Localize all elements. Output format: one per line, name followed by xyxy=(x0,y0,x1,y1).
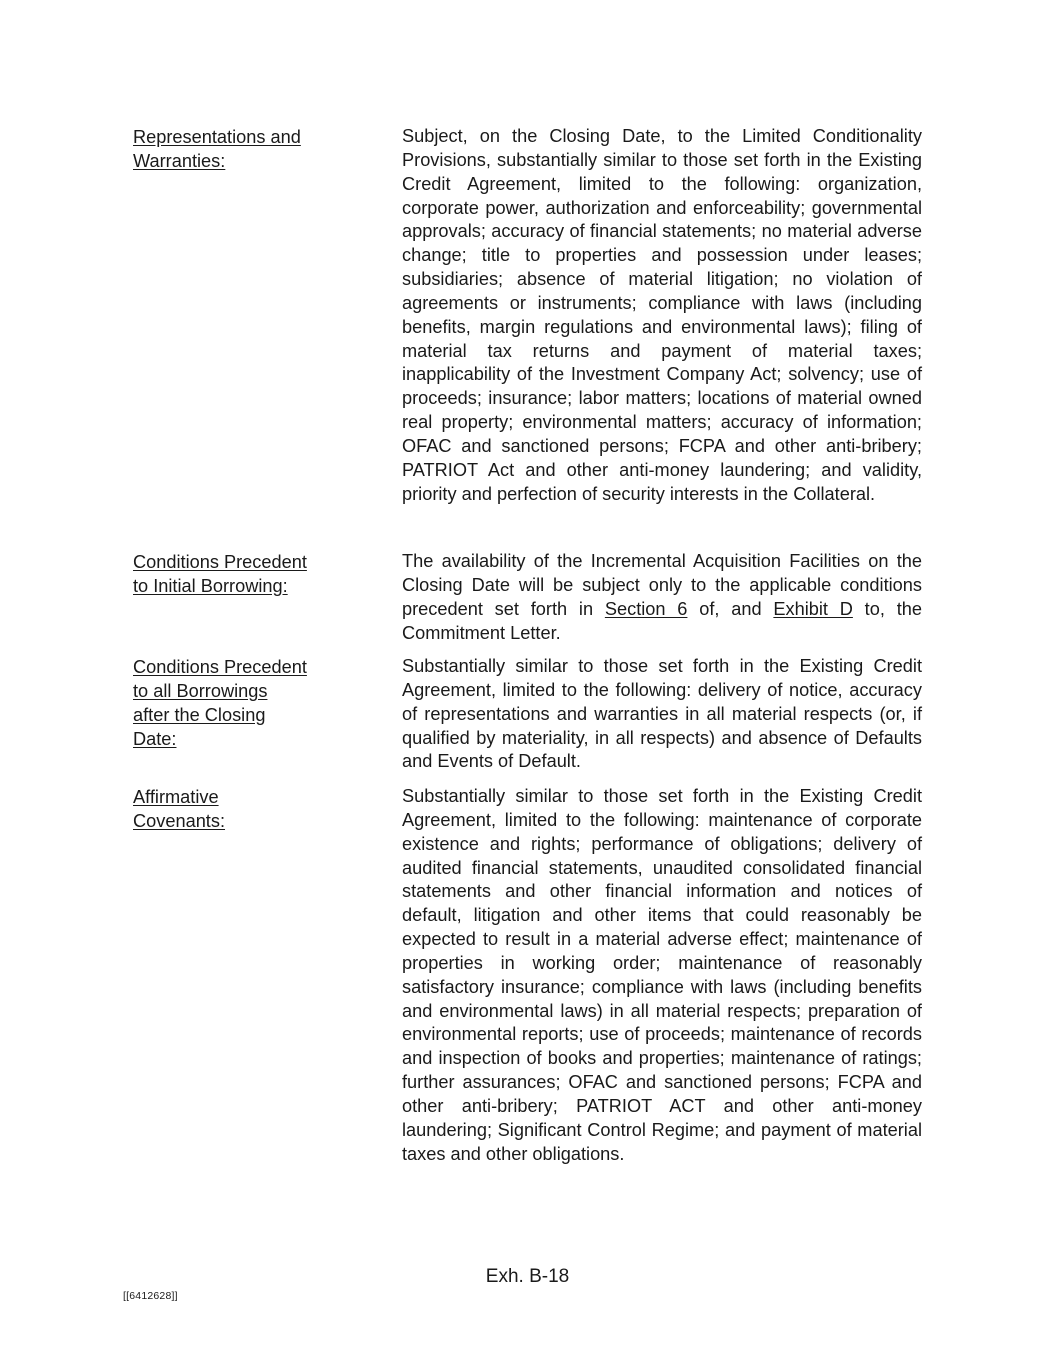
term-body: Substantially similar to those set forth in the Existing Credit Agreement, limited to the following: maintenance of corporate existence and rights; performance of obligations; delivery of audited financial statements, unaudited consolidated financial statements and other financial information and notices of default, litigation and other items that could reasonably be expected to result in a material adverse effect; maintenance of properties in working order; maintenance of reasonably satisfactory insurance; compliance with laws (including benefits and environmental laws) in all material respects; preparation of environmental reports; use of proceeds; maintenance of records and inspection of books and properties; maintenance of ratings; further assurances; OFAC and sanctioned persons; FCPA and other anti-bribery; PATRIOT ACT and other anti-money laundering; Significant Control Regime; and payment of material taxes and other obligations. xyxy=(402,786,922,1164)
term-line: after the Closing xyxy=(133,705,266,725)
term-heading xyxy=(133,655,333,751)
term-line: Affirmative xyxy=(133,787,219,807)
term-line: Warranties: xyxy=(133,151,226,171)
term-line: Conditions Precedent xyxy=(133,552,307,572)
section-6-reference: Section 6 xyxy=(604,598,688,619)
term-line: Representations and xyxy=(133,127,301,147)
term-heading xyxy=(133,125,333,173)
term-heading xyxy=(133,550,333,598)
body-text: The availability of the Incremental Acquisition Facilities on the Closing Date will be subject only to the applicable conditions precedent set forth in xyxy=(402,551,922,619)
term-line: Covenants: xyxy=(133,811,226,831)
document-id: [[6412628]] xyxy=(123,1290,178,1302)
term-line: to Initial Borrowing: xyxy=(133,576,288,596)
term-heading xyxy=(133,785,333,833)
body-text: of, and xyxy=(687,598,774,619)
exhibit-d-reference: Exhibit D xyxy=(773,598,853,619)
term-line: to all Borrowings xyxy=(133,681,268,701)
term-body xyxy=(402,550,922,645)
term-body: Subject, on the Closing Date, to the Limited Conditionality Provisions, substantially similar to those set forth in the Existing Credit Agreement, limited to the following: organization, corporate power, authorization and enforceability; governmental approvals; accuracy of financial statements; no material adverse change; title to properties and possession under leases; subsidiaries; absence of material litigation; no violation of agreements or instruments; compliance with laws (including benefits, margin regulations and environmental laws); filing of material tax returns and payment of material taxes; inapplicability of the Investment Company Act; solvency; use of proceeds; insurance; labor matters; locations of material owned real property; environmental matters; accuracy of information; OFAC and sanctioned persons; FCPA and other anti-bribery; PATRIOT Act and other anti-money laundering; and validity, priority and perfection of security interests in the Collateral. xyxy=(402,126,922,504)
body-text: to, the Commitment Letter. xyxy=(402,598,922,643)
term-line: Conditions Precedent xyxy=(133,657,307,677)
page-number: Exh. B-18 xyxy=(485,1266,570,1287)
term-body: Substantially similar to those set forth in the Existing Credit Agreement, limited to the following: delivery of notice, accuracy of representations and warranties in all material respects (or, if qualified by materiality, in all respects) and absence of Defaults and Events of Default. xyxy=(402,656,922,772)
term-line: Date: xyxy=(133,729,177,749)
